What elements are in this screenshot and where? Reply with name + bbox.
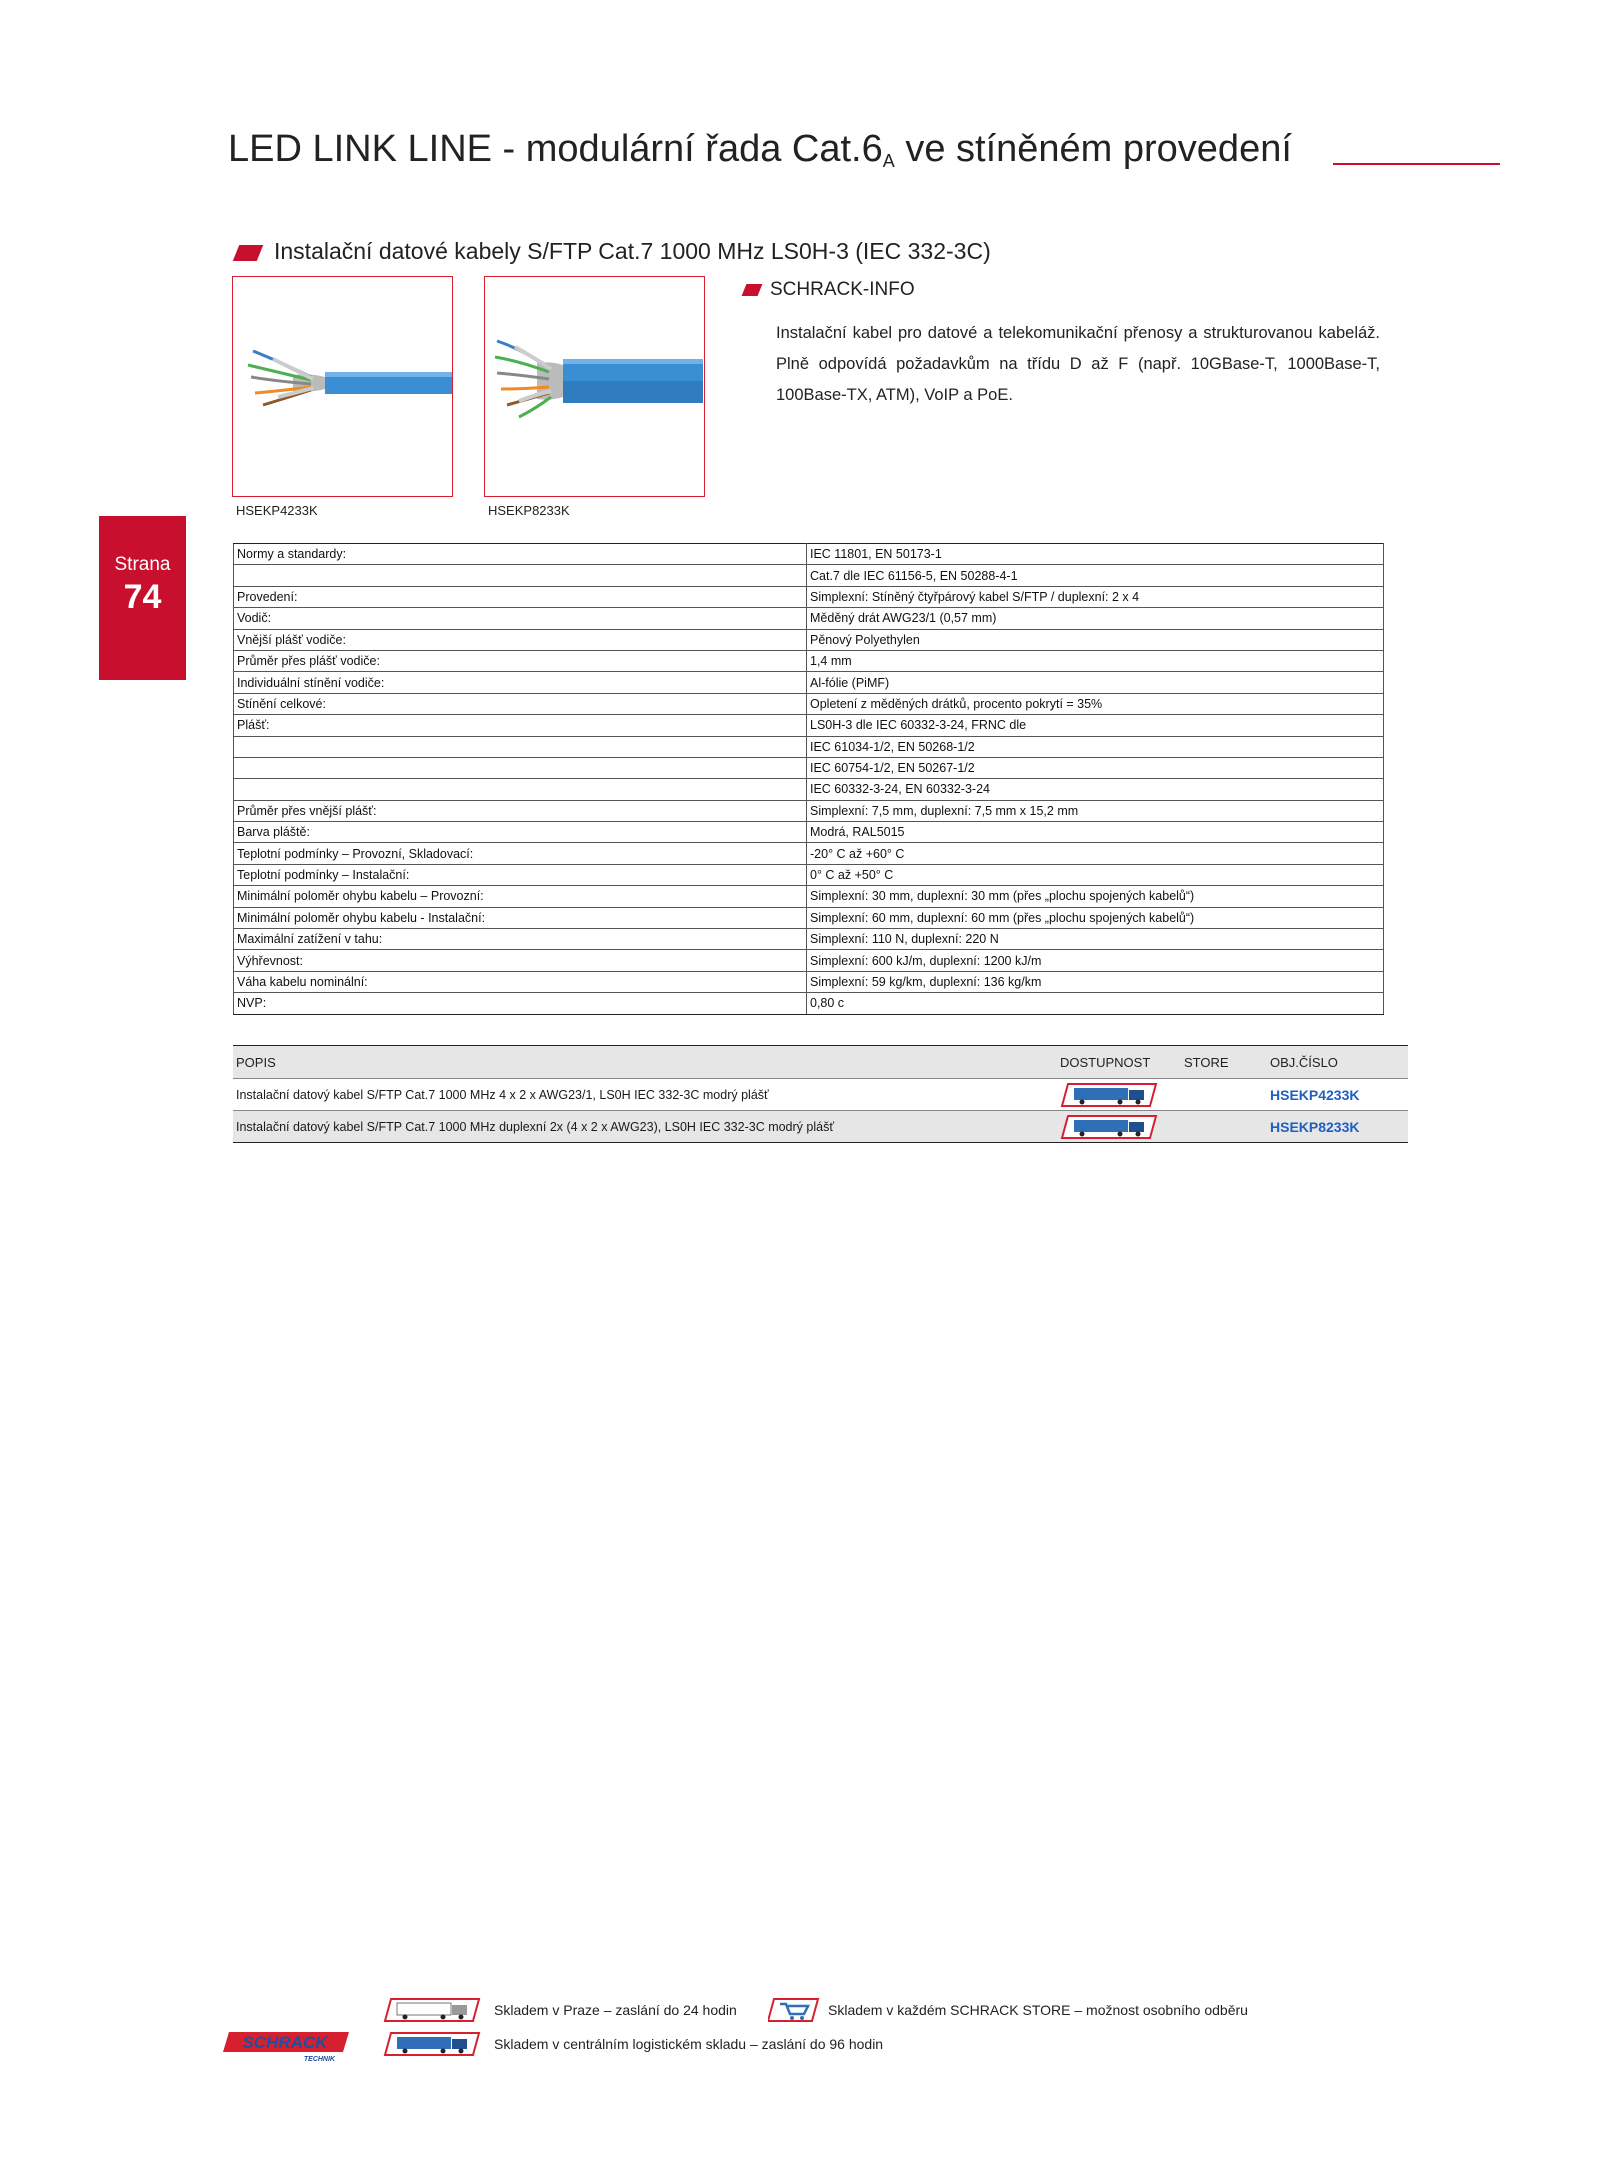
legend-store: Skladem v každém SCHRACK STORE – možnost osobního odběru (828, 2002, 1248, 2018)
image-caption: HSEKP4233K (236, 503, 318, 518)
spec-key: Provedení: (234, 586, 807, 607)
availability-cell (1057, 1111, 1181, 1143)
spec-value: 0,80 c (807, 993, 1384, 1014)
spec-key: Teplotní podmínky – Provozní, Skladovací: (234, 843, 807, 864)
brand-name: SCHRACK (242, 2033, 328, 2052)
spec-value: Simplexní: 59 kg/km, duplexní: 136 kg/km (807, 971, 1384, 992)
spec-value: Al-fólie (PiMF) (807, 672, 1384, 693)
red-marker-icon (233, 245, 263, 261)
spec-key: Barva pláště: (234, 822, 807, 843)
spec-value: Cat.7 dle IEC 61156-5, EN 50288-4-1 (807, 565, 1384, 586)
products-table (233, 1045, 1408, 1143)
spec-key: Průměr přes vnější plášť: (234, 800, 807, 821)
product-row[interactable] (233, 1111, 1408, 1143)
spec-row (234, 950, 1384, 971)
spec-row (234, 864, 1384, 885)
product-image-duplex (484, 276, 705, 497)
shopping-cart-icon (768, 1997, 820, 2023)
spec-row (234, 629, 1384, 650)
spec-key: Normy a standardy: (234, 544, 807, 565)
spec-row (234, 672, 1384, 693)
availability-cell (1057, 1079, 1181, 1111)
image-caption: HSEKP8233K (488, 503, 570, 518)
spec-row (234, 886, 1384, 907)
truck-central-icon (1060, 1114, 1160, 1140)
spec-row (234, 650, 1384, 671)
spec-value: Simplexní: 110 N, duplexní: 220 N (807, 929, 1384, 950)
store-cell (1181, 1111, 1267, 1143)
spec-key: Výhřevnost: (234, 950, 807, 971)
spec-value: 0° C až +50° C (807, 864, 1384, 885)
section-heading: Instalační datové kabely S/FTP Cat.7 1000 MHz LS0H-3 (IEC 332-3C) (236, 238, 991, 265)
truck-central-icon (383, 2031, 483, 2057)
spec-key: Vnější plášť vodiče: (234, 629, 807, 650)
header-desc: POPIS (233, 1046, 1057, 1079)
header-store: STORE (1181, 1046, 1267, 1079)
spec-key: Individuální stínění vodiče: (234, 672, 807, 693)
info-heading: SCHRACK-INFO (744, 279, 915, 301)
spec-row (234, 907, 1384, 928)
header-availability: DOSTUPNOST (1057, 1046, 1181, 1079)
spec-row (234, 757, 1384, 778)
spec-value: IEC 11801, EN 50173-1 (807, 544, 1384, 565)
header-order-code: OBJ.ČÍSLO (1267, 1046, 1408, 1079)
page-number: 74 (123, 578, 162, 616)
spec-value: 1,4 mm (807, 650, 1384, 671)
spec-value: IEC 61034-1/2, EN 50268-1/2 (807, 736, 1384, 757)
product-desc: Instalační datový kabel S/FTP Cat.7 1000 MHz 4 x 2 x AWG23/1, LS0H IEC 332-3C modrý plášť (233, 1079, 1057, 1111)
spec-key: Minimální poloměr ohybu kabelu - Instalační: (234, 907, 807, 928)
spec-row (234, 822, 1384, 843)
spec-value: Simplexní: Stíněný čtyřpárový kabel S/FTP / duplexní: 2 x 4 (807, 586, 1384, 607)
spec-value: IEC 60332-3-24, EN 60332-3-24 (807, 779, 1384, 800)
cable-duplex-icon (485, 277, 704, 496)
brand-sub: TECHNIK (303, 2056, 335, 2063)
store-cell (1181, 1079, 1267, 1111)
spec-value: IEC 60754-1/2, EN 50267-1/2 (807, 757, 1384, 778)
spec-value: Pěnový Polyethylen (807, 629, 1384, 650)
order-code-link[interactable]: HSEKP8233K (1267, 1111, 1408, 1143)
spec-row (234, 715, 1384, 736)
spec-row (234, 693, 1384, 714)
title-rule (1333, 163, 1500, 165)
spec-value: Simplexní: 600 kJ/m, duplexní: 1200 kJ/m (807, 950, 1384, 971)
spec-key (234, 757, 807, 778)
spec-value: Simplexní: 7,5 mm, duplexní: 7,5 mm x 15,2 mm (807, 800, 1384, 821)
spec-key: Průměr přes plášť vodiče: (234, 650, 807, 671)
spec-key: Vodič: (234, 608, 807, 629)
spec-row (234, 565, 1384, 586)
specs-table (233, 543, 1384, 1015)
title-subscript: A (882, 151, 895, 171)
spec-value: Opletení z měděných drátků, procento pokrytí = 35% (807, 693, 1384, 714)
spec-key: Stínění celkové: (234, 693, 807, 714)
spec-key: Maximální zatížení v tahu: (234, 929, 807, 950)
product-row[interactable] (233, 1079, 1408, 1111)
product-image-simplex (232, 276, 453, 497)
spec-row (234, 843, 1384, 864)
spec-key (234, 565, 807, 586)
info-text: Instalační kabel pro datové a telekomunikační přenosy a strukturovanou kabeláž. Plně odpovídá požadavkům na třídu D až F (např. 10GBase-T, 1000Base-T, 100Base-TX, ATM), VoIP a PoE. (776, 324, 1380, 404)
truck-central-icon (1060, 1082, 1160, 1108)
page-title: LED LINK LINE - modulární řada $Cat.6_A$ ve stíněném provedení (228, 128, 1292, 171)
legend-prague: Skladem v Praze – zaslání do 24 hodin (494, 2002, 737, 2018)
spec-value: Simplexní: 30 mm, duplexní: 30 mm (přes „plochu spojených kabelů“) (807, 886, 1384, 907)
cable-simplex-icon (233, 277, 452, 496)
spec-key: Teplotní podmínky – Instalační: (234, 864, 807, 885)
order-code-link[interactable]: HSEKP4233K (1267, 1079, 1408, 1111)
spec-value: Simplexní: 60 mm, duplexní: 60 mm (přes „plochu spojených kabelů“) (807, 907, 1384, 928)
spec-key: Minimální poloměr ohybu kabelu – Provozní: (234, 886, 807, 907)
spec-value: -20° C až +60° C (807, 843, 1384, 864)
spec-value: Modrá, RAL5015 (807, 822, 1384, 843)
spec-row (234, 971, 1384, 992)
spec-key: Váha kabelu nominální: (234, 971, 807, 992)
legend-central: Skladem v centrálním logistickém skladu – zaslání do 96 hodin (494, 2036, 884, 2052)
spec-row (234, 779, 1384, 800)
spec-row (234, 800, 1384, 821)
spec-row (234, 608, 1384, 629)
spec-key: Plášť: (234, 715, 807, 736)
truck-prague-icon (383, 1997, 483, 2023)
spec-key: NVP: (234, 993, 807, 1014)
red-marker-icon (742, 284, 763, 296)
spec-row (234, 929, 1384, 950)
spec-row (234, 544, 1384, 565)
page-tab-label: Strana (114, 554, 171, 575)
page-tab[interactable] (99, 516, 186, 680)
spec-row (234, 586, 1384, 607)
spec-key (234, 736, 807, 757)
spec-key (234, 779, 807, 800)
spec-value: Měděný drát AWG23/1 (0,57 mm) (807, 608, 1384, 629)
spec-row (234, 993, 1384, 1014)
products-header-row (233, 1046, 1408, 1079)
product-desc: Instalační datový kabel S/FTP Cat.7 1000 MHz duplexní 2x (4 x 2 x AWG23), LS0H IEC 332-3C modrý plášť (233, 1111, 1057, 1143)
spec-row (234, 736, 1384, 757)
schrack-logo-icon (223, 2028, 353, 2064)
spec-value: LS0H-3 dle IEC 60332-3-24, FRNC dle (807, 715, 1384, 736)
